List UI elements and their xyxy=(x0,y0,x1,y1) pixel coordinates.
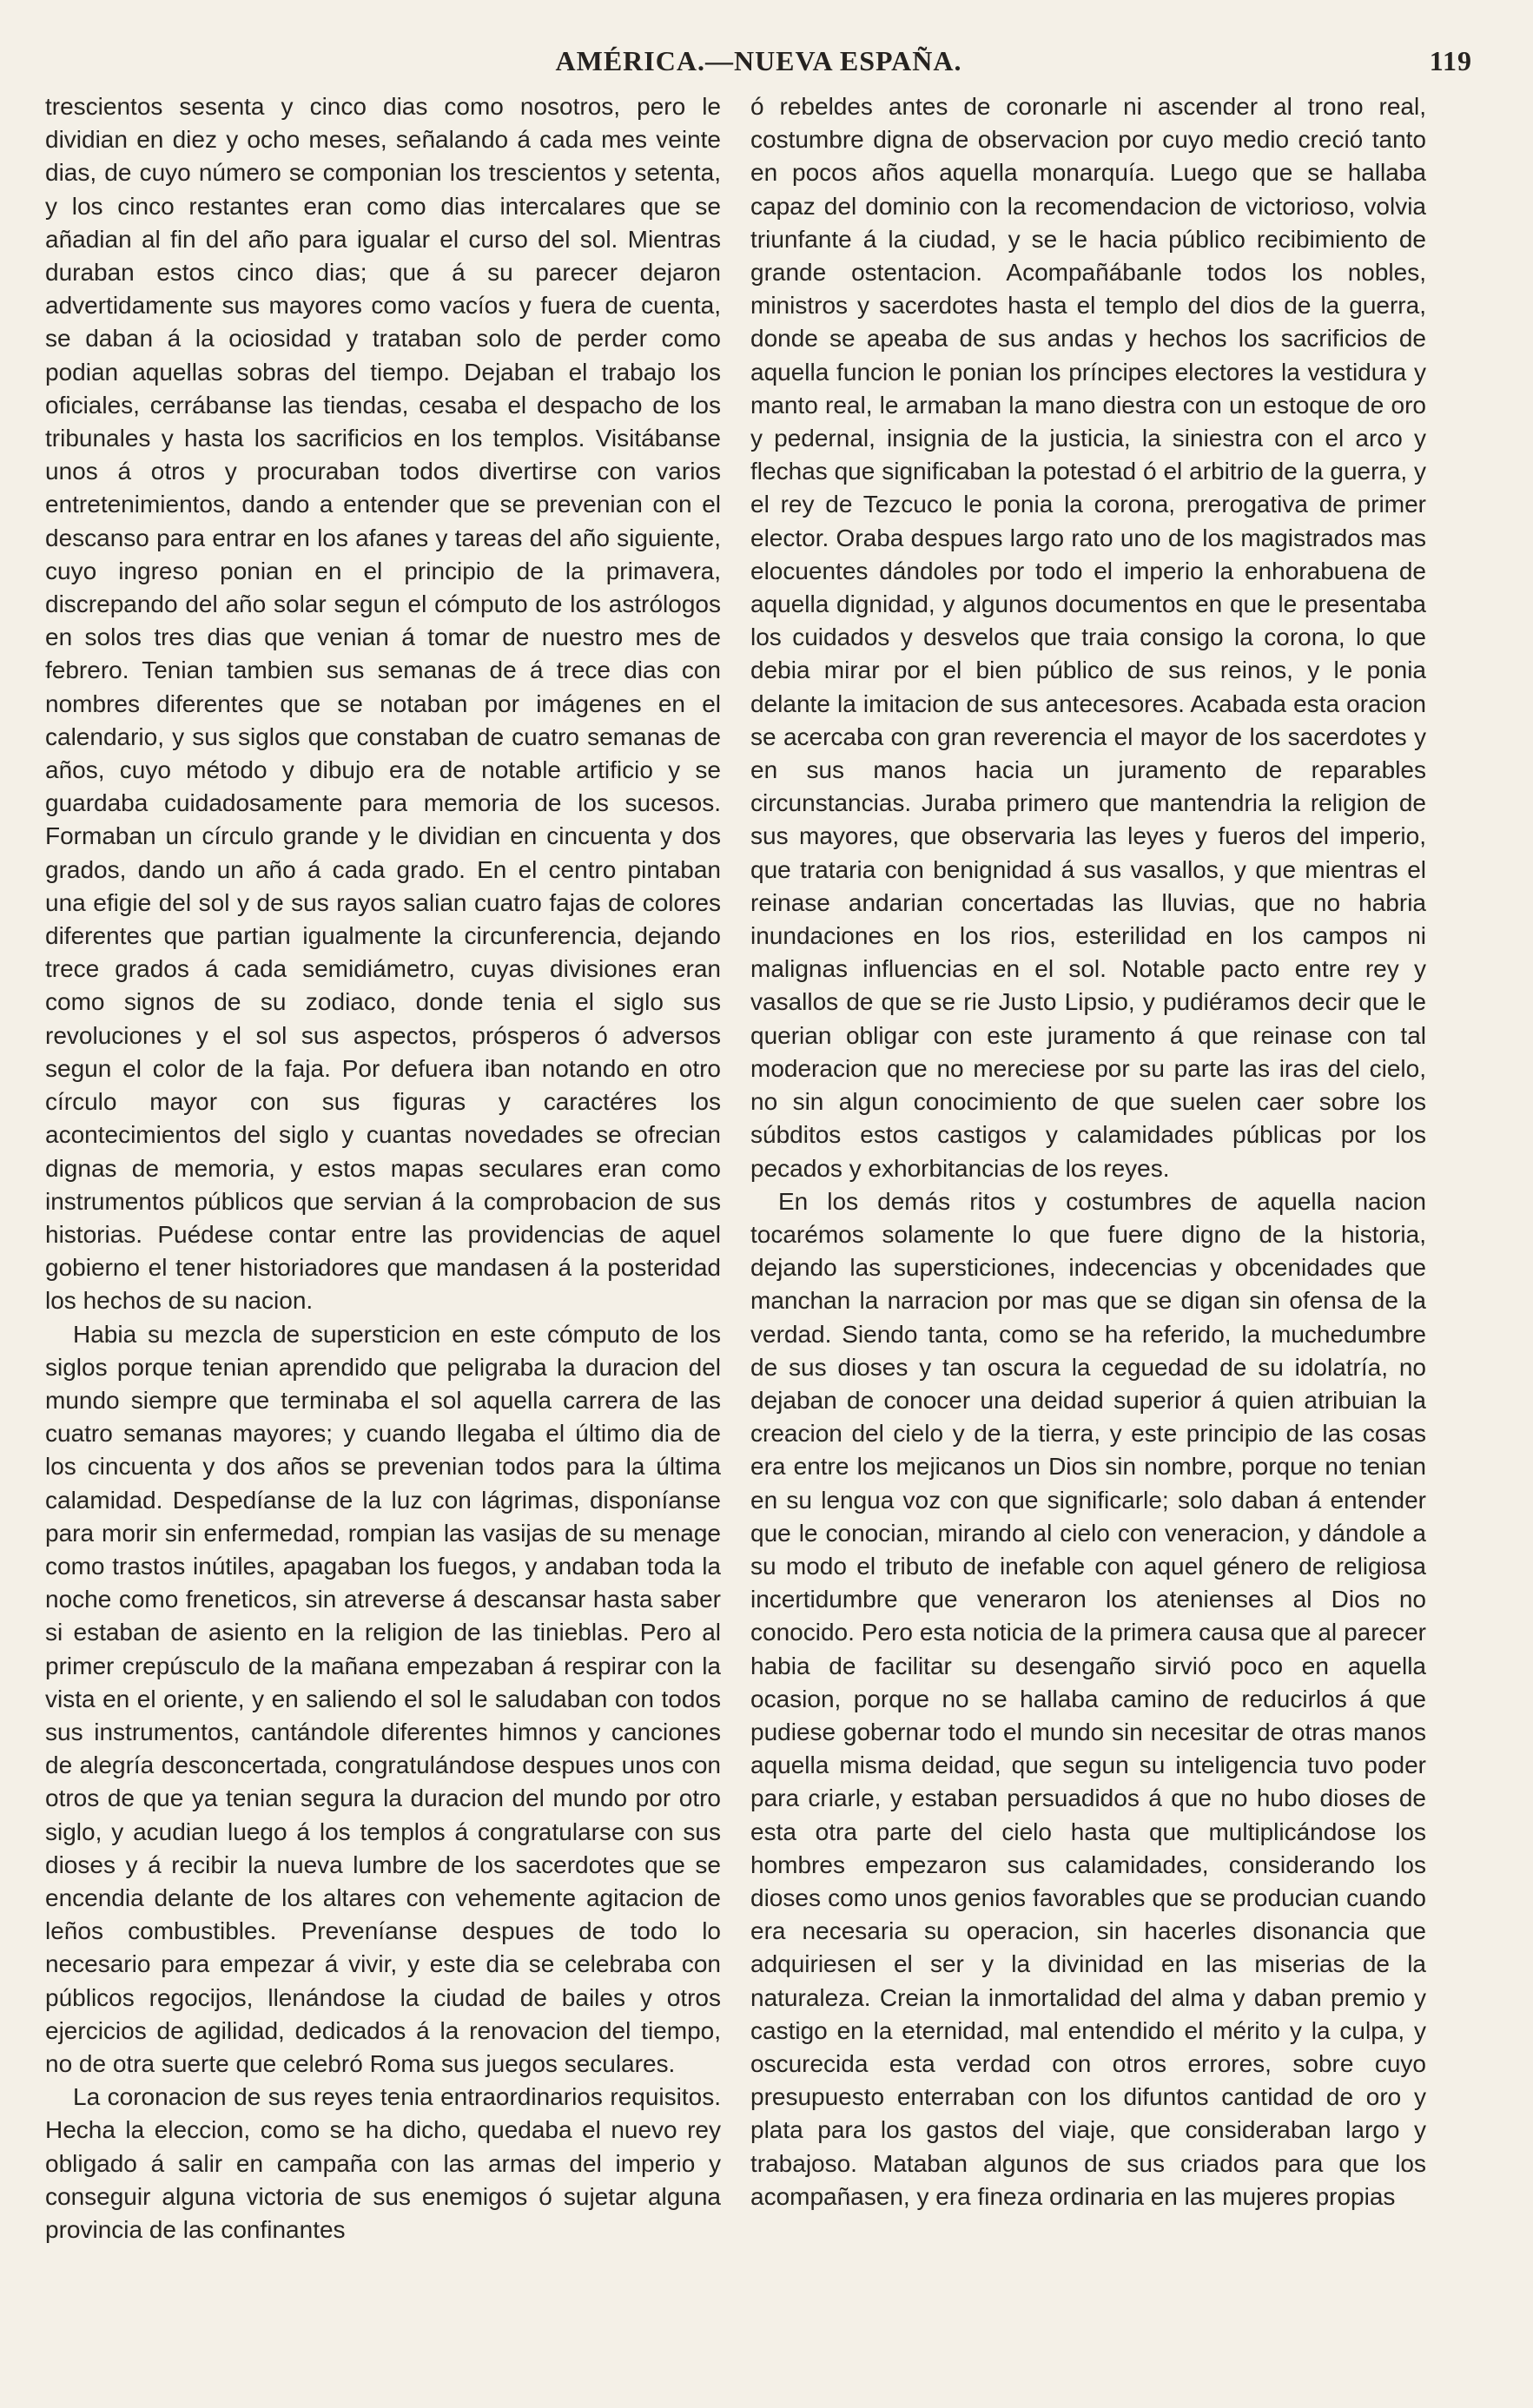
paragraph: ó rebeldes antes de coronarle ni ascender al trono real, costumbre digna de observacion por cuyo medio creció tanto en pocos años aquella monarquía. Luego que se hallaba capaz del dominio con la recomendacion de victorioso, volvia triunfante á la ciudad, y se le hacia público recibimiento de grande ostentacion. Acompañábanle todos los nobles, ministros y sacerdotes hasta el templo del dios de la guerra, donde se apeaba de sus andas y hechos los sacrificios de aquella funcion le ponian los príncipes electores la vestidura y manto real, le armaban la mano diestra con un estoque de oro y pedernal, insignia de la justicia, la siniestra con el arco y flechas que significaban la potestad ó el arbitrio de la guerra, y el rey de Tezcuco le ponia la corona, prerogativa de primer elector. Oraba despues largo rato uno de los magistrados mas elocuentes dándoles por todo el imperio la enhorabuena de aquella dignidad, y algunos documentos en que le presentaba los cuidados y desvelos que traia consigo la corona, lo que debia mirar por el bien público de sus reinos, y le ponia delante la imitacion de sus antecesores. Acabada esta oracion se acercaba con gran reverencia el mayor de los sacerdotes y en sus manos hacia un juramento de reparables circunstancias. Juraba primero que mantendria la religion de sus mayores, que observaria las leyes y fueros del imperio, que trataria con benignidad á sus vasallos, y que mientras el reinase andarian concertadas las lluvias, que no habria inundaciones en los rios, esterilidad en los campos ni malignas influencias en el sol. Notable pacto entre rey y vasallos de que se rie Justo Lipsio, y pudiéramos decir que le querian obligar con este juramento á que reinase con tal moderacion que no mereciese por su parte las iras del cielo, no sin algun conocimiento de que suelen caer sobre los súbditos estos castigos y calamidades públicas por los pecados y exhorbitancias de los reyes. xyxy=(750,93,1426,1182)
paragraph: trescientos sesenta y cinco dias como nosotros, pero le dividian en diez y ocho meses, señalando á cada mes veinte dias, de cuyo número se componian los trescientos y setenta, y los cinco restantes eran como dias intercalares que se añadian al fin del año para igualar el curso del sol. Mientras duraban estos cinco dias; que á su parecer dejaron advertidamente sus mayores como vacíos y fuera de cuenta, se daban á la ociosidad y trataban solo de perder como podian aquellas sobras del tiempo. Dejaban el trabajo los oficiales, cerrábanse las tiendas, cesaba el despacho de los tribunales y hasta los sacrificios en los templos. Visitábanse unos á otros y procuraban todos divertirse con varios entretenimientos, dando a entender que se prevenian con el descanso para entrar en los afanes y tareas del año siguiente, cuyo ingreso ponian en el principio de la primavera, discrepando del año solar segun el cómputo de los astrólogos en solos tres dias que venian á tomar de nuestro mes de febrero. Tenian tambien sus semanas de á trece dias con nombres diferentes que se notaban por imágenes en el calendario, y sus siglos que constaban de cuatro semanas de años, cuyo método y dibujo era de notable artificio y se guardaba cuidadosamente para memoria de los sucesos. Formaban un círculo grande y le dividian en cincuenta y dos grados, dando un año á cada grado. En el centro pintaban una efigie del sol y de sus rayos salian cuatro fajas de colores diferentes que partian igualmente la circunferencia, dejando trece grados á cada semidiámetro, cuyas divisiones eran como signos de su zodiaco, donde tenia el siglo sus revoluciones y el sol sus aspectos, prósperos ó adversos segun el color de la faja. Por defuera iban notando en otro círculo mayor con sus figuras y caractéres los acontecimientos del siglo y cuantas novedades se ofrecian dignas de memoria, y estos mapas seculares eran como instrumentos públicos que servian á la comprobacion de sus historias. Puédese contar entre las providencias de aquel gobierno el tener historiadores que mandasen á la posteridad los hechos de su nacion. xyxy=(45,93,721,1315)
paragraph: La coronacion de sus reyes tenia entraordinarios requisitos. Hecha la eleccion, como se ha dicho, quedaba el nuevo rey obligado á salir en campaña con las armas del imperio y conseguir alguna victoria de sus enemigos ó sujetar alguna provincia de las confinantes xyxy=(45,2083,721,2243)
paragraph: En los demás ritos y costumbres de aquella nacion tocarémos solamente lo que fuere digno de la historia, dejando las supersticiones, indecencias y obcenidades que manchan la narracion por mas que se digan sin ofensa de la verdad. Siendo tanta, como se ha referido, la muchedumbre de sus dioses y tan oscura la ceguedad de su idolatría, no dejaban de conocer una deidad superior á quien atribuian la creacion del cielo y de la tierra, y este principio de las cosas era entre los mejicanos un Dios sin nombre, porque no tenian en su lengua voz con que significarle; solo daban á entender que le conocian, mirando al cielo con veneracion, y dándole a su modo el tributo de inefable con aquel género de religiosa incertidumbre que veneraron los atenienses al Dios no conocido. Pero esta noticia de la primera causa que al parecer habia de facilitar su desengaño sirvió poco en aquella ocasion, porque no se hallaba camino de reducirlos á que pudiese gobernar todo el mundo sin necesitar de otras manos aquella misma deidad, que segun su inteligencia tuvo poder para criarle, y estaban persuadidos á que no hubo dioses de esta otra parte del cielo hasta que multiplicándose los hombres empezaron sus calamidades, considerando los dioses como unos genios favorables que se producian cuando era necesaria su operacion, sin hacerles disonancia que adquiriesen el ser y la divinidad en las miserias de la naturaleza. Creian la inmortalidad del alma y daban premio y castigo en la eternidad, mal entendido el mérito y la culpa, y oscurecida esta verdad con otros errores, sobre cuyo presupuesto enterraban con los difuntos cantidad de oro y plata para los gastos del viaje, que consideraban largo y trabajoso. Mataban algunos de sus criados para que los acompañasen, y era fineza ordinaria en las mujeres propias xyxy=(750,1187,1426,2210)
paragraph: Habia su mezcla de supersticion en este cómputo de los siglos porque tenian aprendido que peligraba la duracion del mundo siempre que terminaba el sol aquella carrera de las cuatro semanas mayores; y cuando llegaba el último dia de los cincuenta y dos años se prevenian todos para la última calamidad. Despedíanse de la luz con lágrimas, disponíanse para morir sin enfermedad, rompian las vasijas de su menage como trastos inútiles, apagaban los fuegos, y andaban toda la noche como freneticos, sin atreverse á descansar hasta saber si estaban de asiento en la religion de las tinieblas. Pero al primer crepúsculo de la mañana empezaban á respirar con la vista en el oriente, y en saliendo el sol le saludaban con todos sus instrumentos, cantándole diferentes himnos y canciones de alegría desconcertada, congratulándose despues unos con otros de que ya tenian segura la duracion del mundo por otro siglo, y acudian luego á los templos á congratularse con sus dioses y á recibir la nueva lumbre de los sacerdotes que se encendia delante de los altares con vehemente agitacion de leños combustibles. Preveníanse despues de todo lo necesario para empezar á vivir, y este dia se celebraba con públicos regocijos, llenándose la ciudad de bailes y otros ejercicios de agilidad, dedicados á la renovacion del tiempo, no de otra suerte que celebró Roma sus juegos seculares. xyxy=(45,1320,721,2077)
text-columns xyxy=(45,90,1426,2357)
running-head xyxy=(45,45,1472,80)
right-column xyxy=(750,90,1426,2357)
running-title: AMÉRICA.—NUEVA ESPAÑA. xyxy=(555,45,962,76)
page-number: 119 xyxy=(1429,45,1472,76)
left-column xyxy=(45,90,721,2357)
